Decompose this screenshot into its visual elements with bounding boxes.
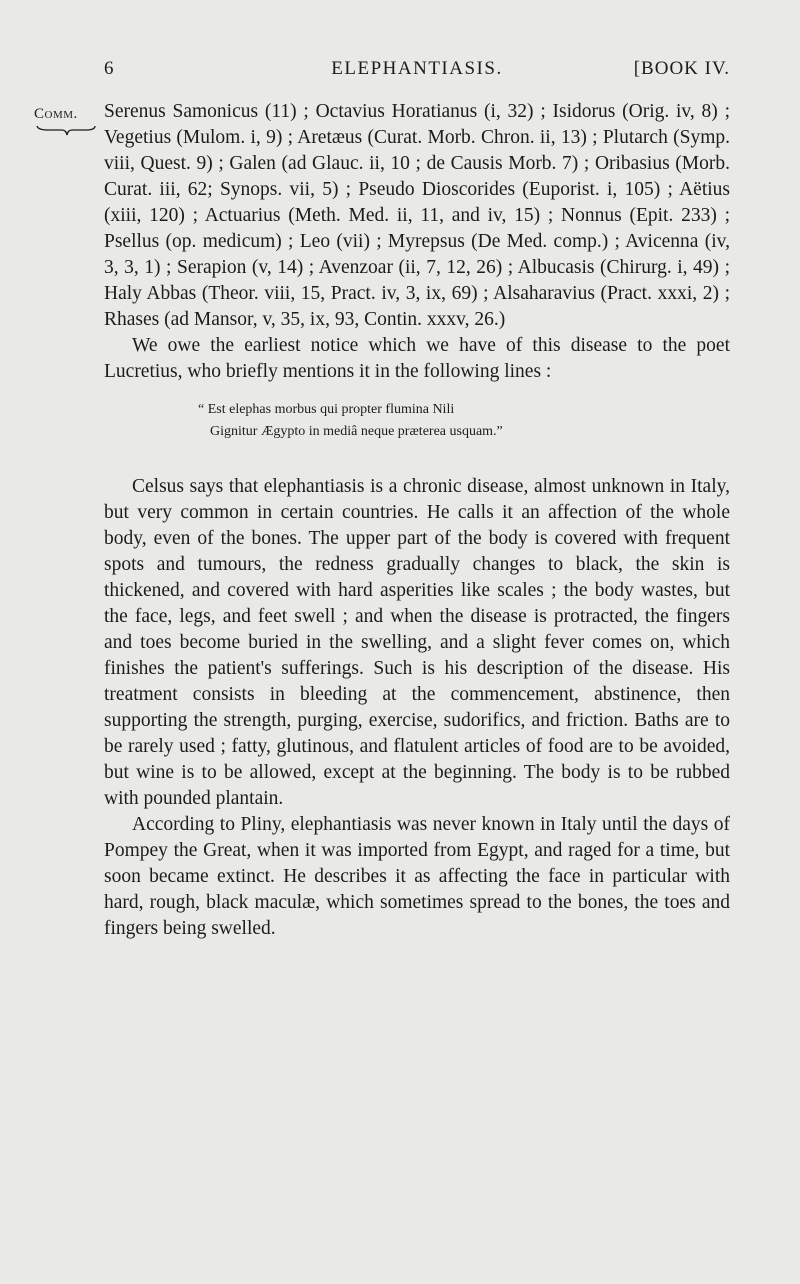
paragraph-references: Serenus Samonicus (11) ; Octavius Horatianus (i, 32) ; Isidorus (Orig. iv, 8) ; Vegetius (Mulom. i, 9) ; Aretæus (Curat. Morb. Chron. ii, 13) ; Plutarch (Symp. viii, Quest. 9) ; Galen (ad Glauc. ii, 10 ; de Causis Morb. 7) ; Oribasius (Morb. Curat. iii, 62; Synops. vii, 5) ; Pseudo Dioscorides (Euporist. i, 105) ; Aëtius (xiii, 120) ; Actuarius (Meth. Med. ii, 11, and iv, 15) ; Nonnus (Epit. 233) ; Psellus (op. medicum) ; Leo (vii) ; Myrepsus (De Med. comp.) ; Avicenna (iv, 3, 3, 1) ; Serapion (v, 14) ; Avenzoar (ii, 7, 12, 26) ; Albucasis (Chirurg. i, 49) ; Haly Abbas (Theor. viii, 15, Pract. iv, 3, ix, 69) ; Alsaharavius (Pract. xxxi, 2) ; Rhases (ad Mansor, v, 35, ix, 93, Contin. xxxv, 26.) (104, 101, 730, 330)
quote-line: “ Est elephas morbus qui propter flumina Nili (198, 402, 455, 417)
brace-icon (36, 124, 96, 136)
paragraph-lucretius: We owe the earliest notice which we have of this disease to the poet Lucretius, who briefly mentions it in the following lines : (104, 335, 730, 382)
margin-note (34, 106, 100, 136)
body-text (104, 99, 730, 942)
block-quote (198, 399, 730, 443)
book-reference: [BOOK IV. (633, 58, 730, 79)
commentary-label: Comm. (34, 106, 78, 122)
running-header (104, 58, 730, 86)
page-number: 6 (104, 58, 115, 79)
paragraph-celsus: Celsus says that elephantiasis is a chronic disease, almost unknown in Italy, but very common in certain countries. He calls it an affection of the whole body, even of the bones. The upper part of the body is covered with frequent spots and tumours, the redness gradually changes to black, the skin is thickened, and covered with hard asperities like scales ; the body wastes, but the face, legs, and feet swell ; and when the disease is protracted, the fingers and toes become buried in the swelling, and a slight fever comes on, which finishes the patient's sufferings. Such is his description of the disease. His treatment consists in bleeding at the commencement, abstinence, then supporting the strength, purging, exercise, sudorifics, and friction. Baths are to be rarely used ; fatty, glutinous, and flatulent articles of food are to be avoided, but wine is to be allowed, except at the beginning. The body is to be rubbed with pounded plantain. (104, 476, 730, 809)
running-title: ELEPHANTIASIS. (331, 58, 503, 79)
quote-line: Gignitur Ægypto in mediâ neque præterea usquam.” (210, 424, 503, 439)
paragraph-pliny: According to Pliny, elephantiasis was never known in Italy until the days of Pompey the Great, when it was imported from Egypt, and raged for a time, but soon became extinct. He describes it as affecting the face in particular with hard, rough, black maculæ, which sometimes spread to the bones, the toes and fingers being swelled. (104, 814, 730, 939)
